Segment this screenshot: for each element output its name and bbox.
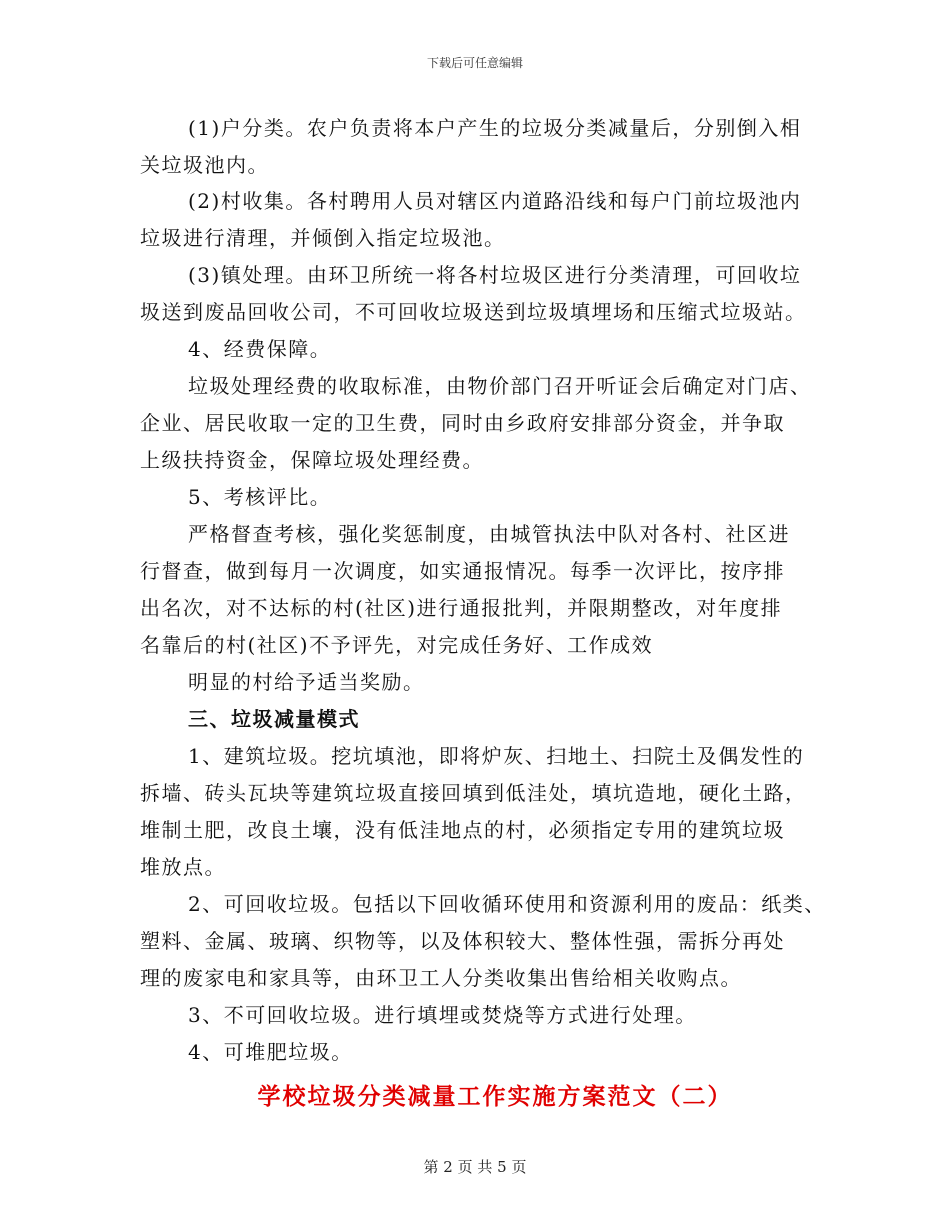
- paragraph-line: 4、经费保障。: [188, 337, 332, 361]
- paragraph-line: (2)村收集。各村聘用人员对辖区内道路沿线和每户门前垃圾池内: [188, 189, 802, 213]
- paragraph-line: 明显的村给予适当奖励。: [188, 670, 425, 694]
- paragraph-line: 2、可回收垃圾。包括以下回收循环使用和资源利用的废品：纸类、: [188, 892, 826, 916]
- paragraph-line: 5、考核评比。: [188, 485, 332, 509]
- page-header: 下载后可任意编辑: [426, 56, 523, 70]
- paragraph-line: (3)镇处理。由环卫所统一将各村垃圾区进行分类清理，可回收垃: [188, 263, 802, 287]
- paragraph-line: 圾送到废品回收公司，不可回收垃圾送到垃圾填埋场和压缩式垃圾站。: [140, 300, 807, 324]
- paragraph-line: 关垃圾池内。: [140, 153, 269, 177]
- paragraph-line: 行督查，做到每月一次调度，如实通报情况。每季一次评比，按序排: [140, 559, 785, 583]
- paragraph-line: 堆放点。: [140, 855, 226, 879]
- paragraph-line: 垃圾进行清理，并倾倒入指定垃圾池。: [140, 226, 506, 250]
- page-footer: 第 2 页 共 5 页: [423, 1158, 527, 1176]
- document-title: 学校垃圾分类减量工作实施方案范文（二）: [257, 1083, 733, 1110]
- paragraph-line: 4、可堆肥垃圾。: [188, 1040, 353, 1064]
- paragraph-line: 出名次，对不达标的村(社区)进行通报批判，并限期整改，对年度排: [140, 596, 783, 620]
- paragraph-line: 塑料、金属、玻璃、织物等，以及体积较大、整体性强，需拆分再处: [140, 929, 785, 953]
- paragraph-line: 理的废家电和家具等，由环卫工人分类收集出售给相关收购点。: [140, 966, 742, 990]
- paragraph-line: 拆墙、砖头瓦块等建筑垃圾直接回填到低洼处，填坑造地，硬化土路，: [140, 781, 807, 805]
- paragraph-line: (1)户分类。农户负责将本户产生的垃圾分类减量后，分别倒入相: [188, 116, 802, 140]
- paragraph-line: 上级扶持资金，保障垃圾处理经费。: [140, 448, 484, 472]
- paragraph-line: 名靠后的村(社区)不予评先，对完成任务好、工作成效: [140, 633, 654, 657]
- paragraph-line: 3、不可回收垃圾。进行填埋或焚烧等方式进行处理。: [188, 1003, 697, 1027]
- section-heading: 三、垃圾减量模式: [188, 707, 360, 731]
- paragraph-line: 1、建筑垃圾。挖坑填池，即将炉灰、扫地土、扫院土及偶发性的: [188, 744, 805, 768]
- paragraph-line: 堆制土肥，改良土壤，没有低洼地点的村，必须指定专用的建筑垃圾: [140, 818, 785, 842]
- paragraph-line: 企业、居民收取一定的卫生费，同时由乡政府安排部分资金，并争取: [140, 411, 785, 435]
- paragraph-line: 垃圾处理经费的收取标准，由物价部门召开听证会后确定对门店、: [188, 374, 812, 398]
- paragraph-line: 严格督查考核，强化奖惩制度，由城管执法中队对各村、社区进: [188, 522, 790, 546]
